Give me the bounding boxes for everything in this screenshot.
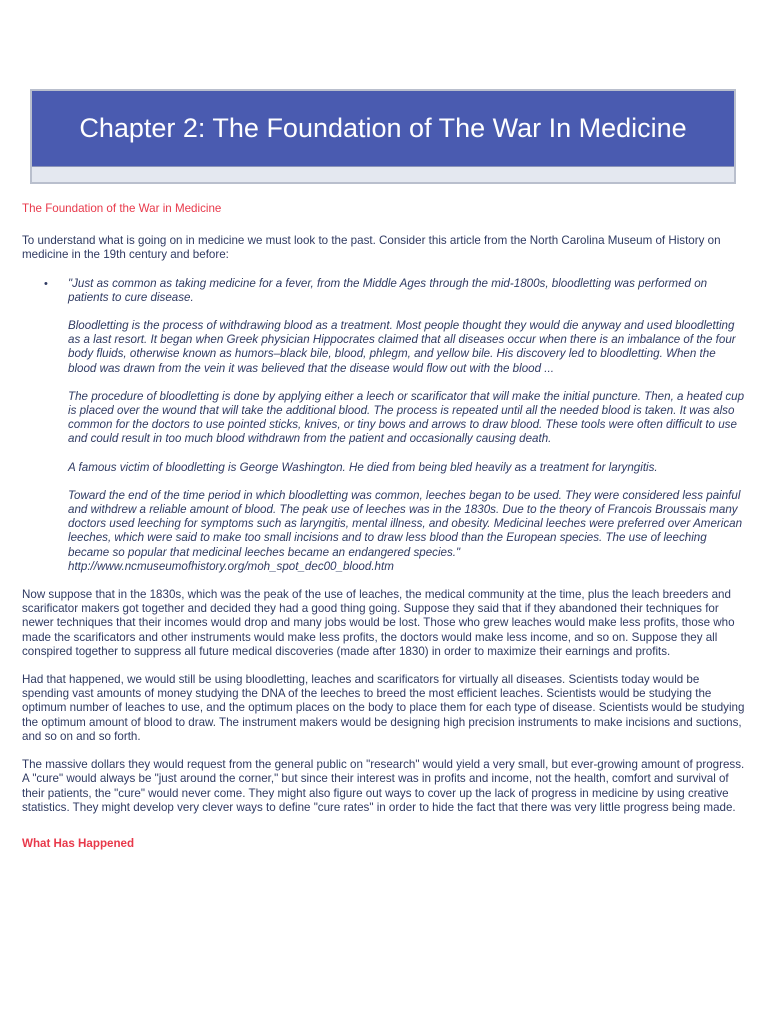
section-heading-what-has-happened: What Has Happened bbox=[22, 836, 135, 850]
quote-paragraph-4: A famous victim of bloodletting is George Washington. He died from being bled heavily as a treatment for laryngitis. bbox=[68, 460, 658, 474]
document-body bbox=[22, 202, 746, 869]
chapter-title-band bbox=[32, 91, 734, 167]
quote-list bbox=[22, 277, 746, 574]
section-heading-foundation: The Foundation of the War in Medicine bbox=[22, 202, 222, 215]
quote-paragraph-1: "Just as common as taking medicine for a fever, from the Middle Ages through the mid-1800s, bloodletting was performed on patients to cure disease. bbox=[68, 276, 708, 304]
intro-paragraph: To understand what is going on in medicine we must look to the past. Consider this article from the North Carolina Museum of History on medicine in the 19th century and before: bbox=[22, 234, 721, 262]
body-paragraph-3: The massive dollars they would request from the general public on "research" would yield a very small, but ever-growing amount of progress. A "cure" would always be "just around the corner," but since their interest was in profits and income, not the health, comfort and survival of their patients, the "cure" would never come. They might also figure out ways to cover up the lack of progress in medicine by using creative statistics. They might develop very clever ways to define "cure rates" in order to hide the fact that there was very little progress being made. bbox=[22, 758, 745, 814]
quote-paragraph-2: Bloodletting is the process of withdrawing blood as a treatment. Most people thought they would die anyway and used bloodletting as a last resort. It began when Greek physician Hippocrates claimed that all diseases occur when there is an imbalance of the four body fluids, otherwise known as humors–black bile, blood, phlegm, and yellow bile. His discovery led to bloodletting. When the blood was drawn from the vein it was believed that the disease would flow out with the blood ... bbox=[68, 319, 736, 375]
body-paragraph-1: Now suppose that in the 1830s, which was the peak of the use of leaches, the medical community at the time, plus the leach breeders and scarificator makers got together and decided they had a good thing going. Suppose they said that if they abandoned their techniques for newer techniques that their incomes would drop and many jobs would be lost. Those who grew leaches would make less profits, those who made the scarificators and other instruments would make less profits, the doctors would make less income, and so on. Suppose they all conspired together to suppress all future medical discoveries (made after 1830) in order to maximize their earnings and profits. bbox=[22, 588, 735, 658]
quote-paragraph-5: Toward the end of the time period in which bloodletting was common, leeches began to be used. They were considered less painful and withdrew a reliable amount of blood. The peak use of leeches was in the 1830s. Due to the theory of Francois Broussais many doctors used leeching for symptoms such as laryngitis, mental illness, and obesity. Medicinal leeches were preferred over American leeches, which were said to make too small incisions and to draw less blood than the European species. The use of leeching became so popular that medicinal leeches became an endangered species." http://www.ncmuseumofhistory.org/moh_spot_dec00_blood.htm bbox=[68, 488, 743, 573]
quote-item bbox=[44, 276, 746, 574]
bullet-icon: • bbox=[44, 277, 48, 290]
chapter-title: Chapter 2: The Foundation of The War In Medicine bbox=[79, 113, 687, 143]
quote-paragraph-3: The procedure of bloodletting is done by applying either a leech or scarificator that will make the initial puncture. Then, a heated cup is placed over the wound that will take the additional blood. The process is repeated until all the needed blood is taken. It was also common for the doctors to use pointed sticks, knives, or tiny bows and arrows to draw blood. These tools were often difficult to use and could result in too much blood withdrawn from the patient and occasionally causing death. bbox=[68, 389, 745, 446]
chapter-header bbox=[30, 89, 736, 184]
body-paragraph-2: Had that happened, we would still be using bloodletting, leaches and scarificators for virtually all diseases. Scientists today would be spending vast amounts of money studying the DNA of the leeches to breed the most efficient leaches. Scientists would be studying the optimum number of leaches to use, and the optimum places on the body to place them for each type of disease. Scientists would be studying the optimum amount of blood to draw. The instrument makers would be designing high precision instruments to make incisions and suctions, and so on and so forth. bbox=[22, 673, 745, 743]
